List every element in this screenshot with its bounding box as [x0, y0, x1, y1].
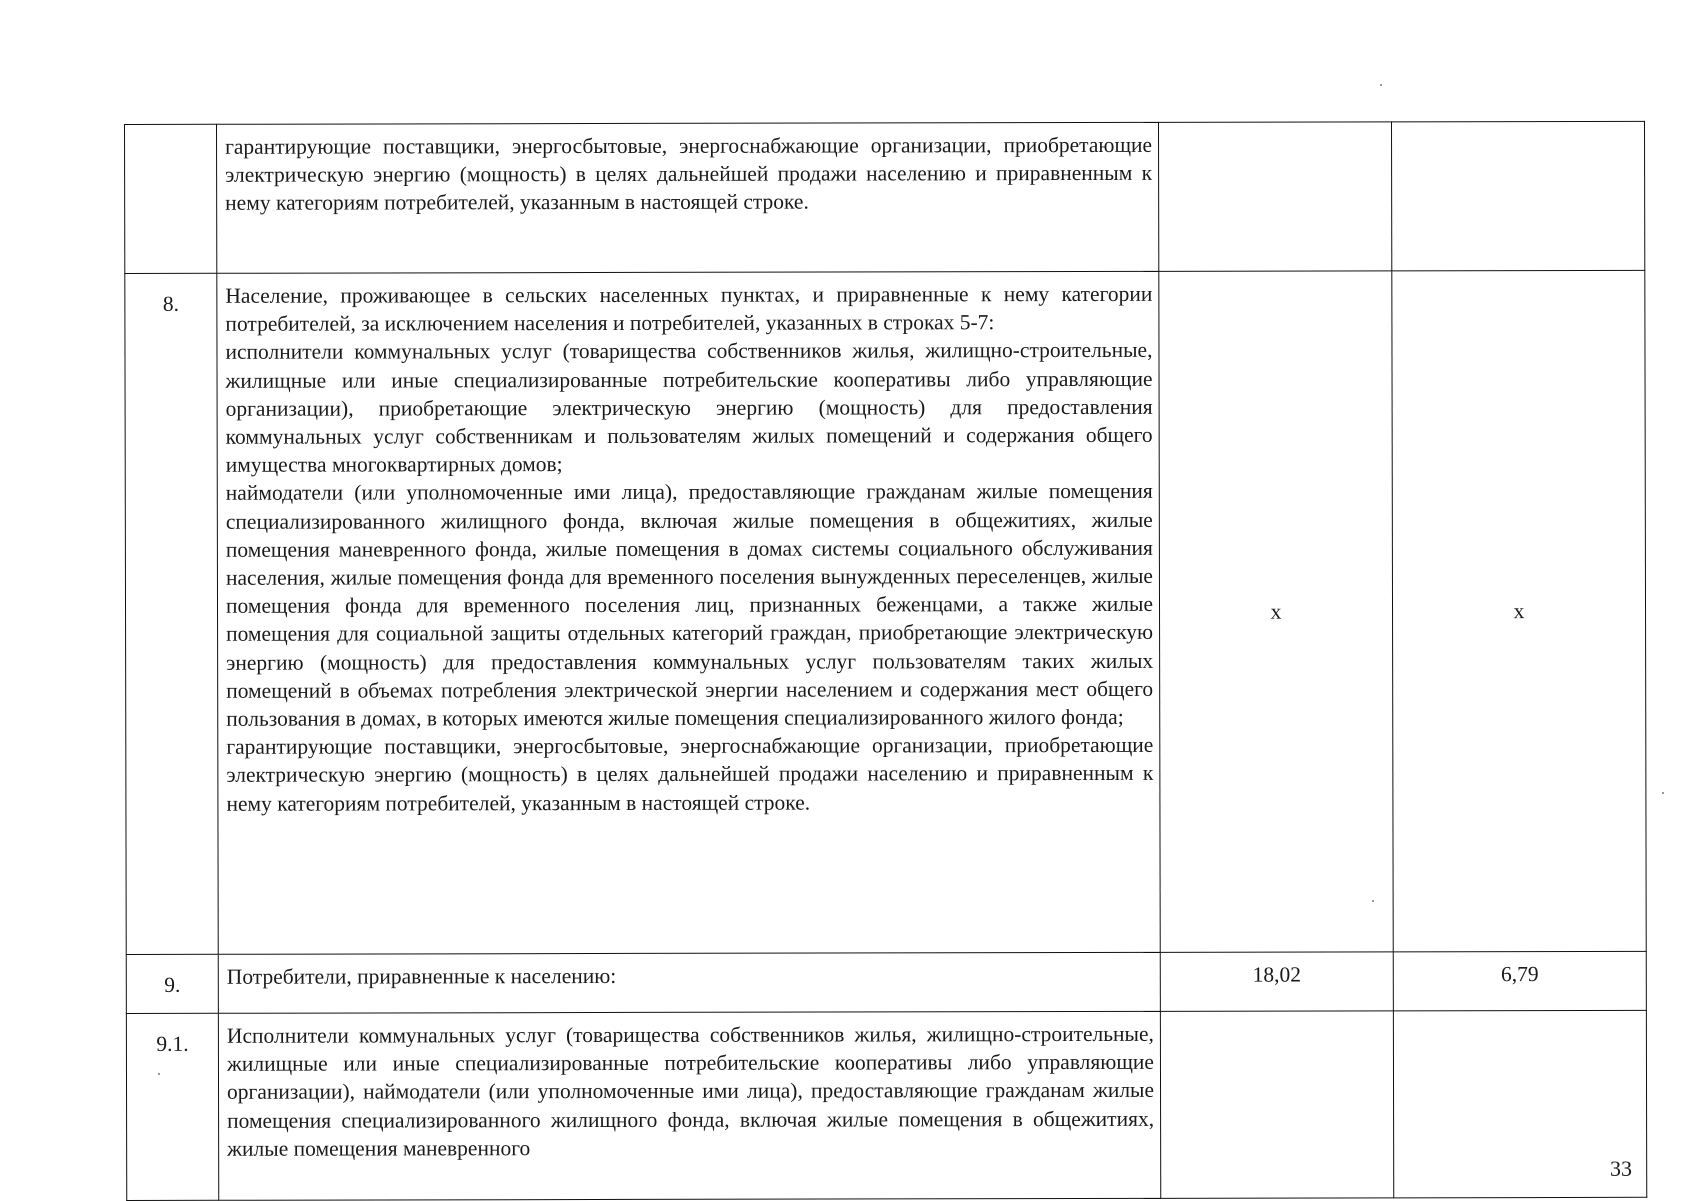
- row-value-1: [1160, 1011, 1393, 1198]
- row-number: 9.: [164, 963, 180, 999]
- table-row: [126, 1010, 1646, 1200]
- tariff-table: [124, 121, 1647, 1201]
- row-value-2: [1391, 121, 1644, 271]
- row-value-2: 6,79: [1393, 951, 1646, 1011]
- scan-speck: [1662, 792, 1664, 794]
- row-number-cell: [125, 273, 218, 954]
- row-paragraph: наймодатели (или уполномоченные ими лица), предоставляющие гражданам жилые помещения специализированного жилищного фонда, включая жилые помещения в общежитиях, жилые помещения маневренного фонда, жилые помещения в домах системы социального обслуживания населения, жилые помещения фонда для временного поселения вынужденных переселенцев, жилые помещения фонда для временного поселения лиц, признанных беженцами, а также жилые помещения для социальной защиты отдельных категорий граждан, приобретающие электрическую энергию (мощность) для предоставления коммунальных услуг пользователям таких жилых помещений в объемах потребления электрической энергии населением и содержания мест общего пользования в домах, в которых имеются жилые помещения специализированного жилого фонда;: [226, 477, 1154, 733]
- row-number: 8.: [163, 282, 179, 318]
- row-paragraph: исполнители коммунальных услуг (товарищества собственников жилья, жилищно-строительные, жилищные или иные специализированные потребительские кооперативы либо управляющие организации), приобретающие электрическую энергию (мощность) для предоставления коммунальных услуг собственникам и пользователям жилых помещений и содержания общего имущества многоквартирных домов;: [225, 336, 1152, 479]
- row-paragraph: гарантирующие поставщики, энергосбытовые, энергоснабжающие организации, приобретающие электрическую энергию (мощность) в целях дальнейшей продажи населению и приравненным к нему категориям потребителей, указанным в настоящей строке.: [225, 131, 1152, 218]
- row-value-2: х: [1392, 270, 1646, 952]
- row-paragraph: Потребители, приравненные к населению:: [227, 961, 1154, 991]
- row-value-2: [1393, 1010, 1646, 1198]
- table-row: [125, 121, 1645, 273]
- row-number-cell: [126, 1013, 218, 1200]
- row-paragraph: Исполнители коммунальных услуг (товарищества собственников жилья, жилищно-строительные, жилищные или иные специализированные потребительские кооперативы либо управляющие организации), наймодатели (или уполномоченные ими лица), предоставляющие гражданам жилые помещения специализированного жилищного фонда, включая жилые помещения в общежитиях, жилые помещения маневренного: [227, 1020, 1154, 1163]
- row-description-cell: [218, 952, 1160, 1013]
- row-value-1: 18,02: [1160, 952, 1393, 1011]
- row-number: 9.1.: [156, 1022, 188, 1058]
- row-paragraph: гарантирующие поставщики, энергосбытовые, энергоснабжающие организации, приобретающие электрическую энергию (мощность) в целях дальнейшей продажи населению и приравненным к нему категориям потребителей, указанным в настоящей строке.: [226, 731, 1153, 818]
- row-value-1: х: [1159, 271, 1393, 952]
- scan-speck: [158, 1073, 160, 1075]
- row-description-cell: [218, 1011, 1160, 1200]
- page-number: 33: [1610, 1156, 1632, 1182]
- table-row: [125, 270, 1646, 954]
- row-paragraph: Население, проживающее в сельских населенных пунктах, и приравненные к нему категории потребителей, за исключением населения и потребителей, указанных в строках 5-7:: [225, 280, 1152, 338]
- row-number-cell: [125, 124, 217, 273]
- row-description-cell: [217, 122, 1159, 273]
- row-number-cell: [126, 954, 218, 1013]
- scan-speck: [1372, 900, 1374, 902]
- row-description-cell: [217, 271, 1160, 954]
- scan-speck: [1380, 84, 1382, 86]
- table-row: [126, 951, 1646, 1013]
- row-value-1: [1158, 122, 1391, 271]
